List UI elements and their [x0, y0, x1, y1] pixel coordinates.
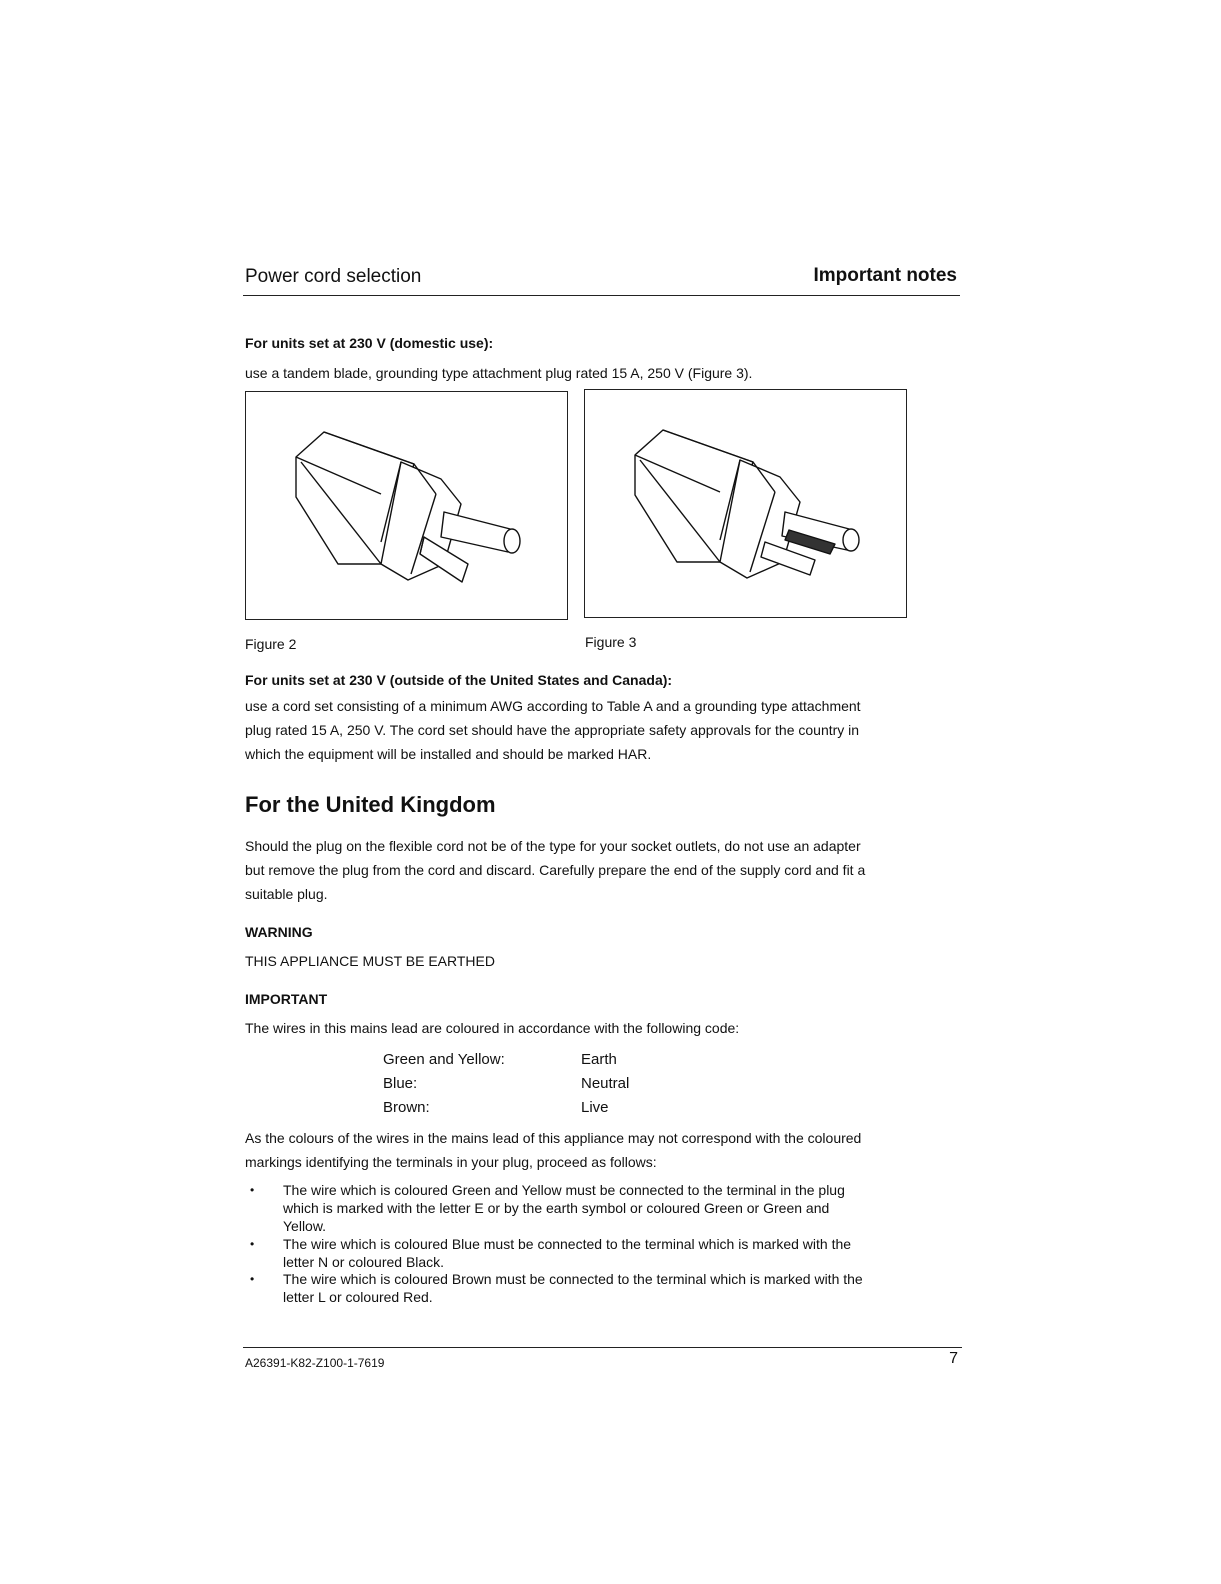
warning-label: WARNING	[245, 924, 313, 940]
document-number: A26391-K82-Z100-1-7619	[245, 1356, 385, 1370]
warning-text: THIS APPLIANCE MUST BE EARTHED	[245, 953, 495, 969]
outside-line: plug rated 15 A, 250 V. The cord set should have the appropriate safety approvals for the country in	[245, 722, 860, 738]
figure-3-frame	[584, 389, 907, 618]
outside-text	[245, 694, 961, 766]
bullet-item	[283, 1181, 959, 1235]
running-header-chapter: Important notes	[813, 265, 957, 286]
bullet-line: The wire which is coloured Green and Yellow must be connected to the terminal in the plug	[283, 1182, 845, 1198]
important-label: IMPORTANT	[245, 991, 328, 1007]
outside-heading: For units set at 230 V (outside of the United States and Canada):	[245, 672, 673, 688]
outside-line: use a cord set consisting of a minimum AWG according to Table A and a grounding type attachment	[245, 698, 861, 714]
bullet-item	[283, 1270, 959, 1306]
wire-colour: Brown:	[383, 1099, 430, 1116]
wire-colour: Green and Yellow:	[383, 1051, 505, 1068]
colour-note-line: markings identifying the terminals in your plug, proceed as follows:	[245, 1154, 657, 1170]
header-rule	[243, 295, 960, 296]
uk-section-title: For the United Kingdom	[245, 792, 496, 817]
domestic-text: use a tandem blade, grounding type attachment plug rated 15 A, 250 V (Figure 3).	[245, 365, 753, 381]
uk-intro-line: but remove the plug from the cord and discard. Carefully prepare the end of the supply cord and fit a	[245, 862, 866, 878]
figure-2-caption: Figure 2	[245, 636, 297, 652]
uk-intro-line: suitable plug.	[245, 886, 328, 902]
running-header-section: Power cord selection	[245, 266, 422, 287]
domestic-heading: For units set at 230 V (domestic use):	[245, 335, 494, 351]
bullet-line: letter L or coloured Red.	[283, 1289, 433, 1305]
uk-intro-line: Should the plug on the flexible cord not be of the type for your socket outlets, do not use an adapter	[245, 838, 861, 854]
wire-colour: Blue:	[383, 1075, 418, 1092]
wire-meaning: Earth	[581, 1051, 617, 1068]
uk-intro-text	[245, 834, 961, 906]
bullet-line: Yellow.	[283, 1218, 327, 1234]
wire-colour-table	[383, 1048, 703, 1120]
important-text: The wires in this mains lead are coloured in accordance with the following code:	[245, 1020, 740, 1036]
wire-meaning: Live	[581, 1099, 609, 1116]
plug-illustration-figure-3	[585, 390, 906, 617]
bullet-icon: •	[250, 1237, 255, 1251]
outside-line: which the equipment will be installed and should be marked HAR.	[245, 746, 652, 762]
wire-row	[383, 1048, 703, 1072]
wire-meaning: Neutral	[581, 1075, 630, 1092]
bullet-line: letter N or coloured Black.	[283, 1254, 445, 1270]
bullet-line: The wire which is coloured Brown must be connected to the terminal which is marked with the	[283, 1271, 863, 1287]
footer-rule	[243, 1347, 962, 1348]
figure-3-caption: Figure 3	[585, 634, 637, 650]
figure-2-frame	[245, 391, 568, 620]
colour-note-line: As the colours of the wires in the mains lead of this appliance may not correspond with the coloured	[245, 1130, 862, 1146]
wire-row	[383, 1096, 703, 1120]
bullet-icon: •	[250, 1272, 255, 1286]
plug-illustration-figure-2	[246, 392, 567, 619]
page-number: 7	[949, 1350, 958, 1367]
colour-note-text	[245, 1126, 961, 1174]
bullet-line: The wire which is coloured Blue must be connected to the terminal which is marked with the	[283, 1236, 852, 1252]
wire-row	[383, 1072, 703, 1096]
bullet-item	[283, 1235, 959, 1271]
bullet-icon: •	[250, 1183, 255, 1197]
bullet-line: which is marked with the letter E or by the earth symbol or coloured Green or Green and	[283, 1200, 830, 1216]
